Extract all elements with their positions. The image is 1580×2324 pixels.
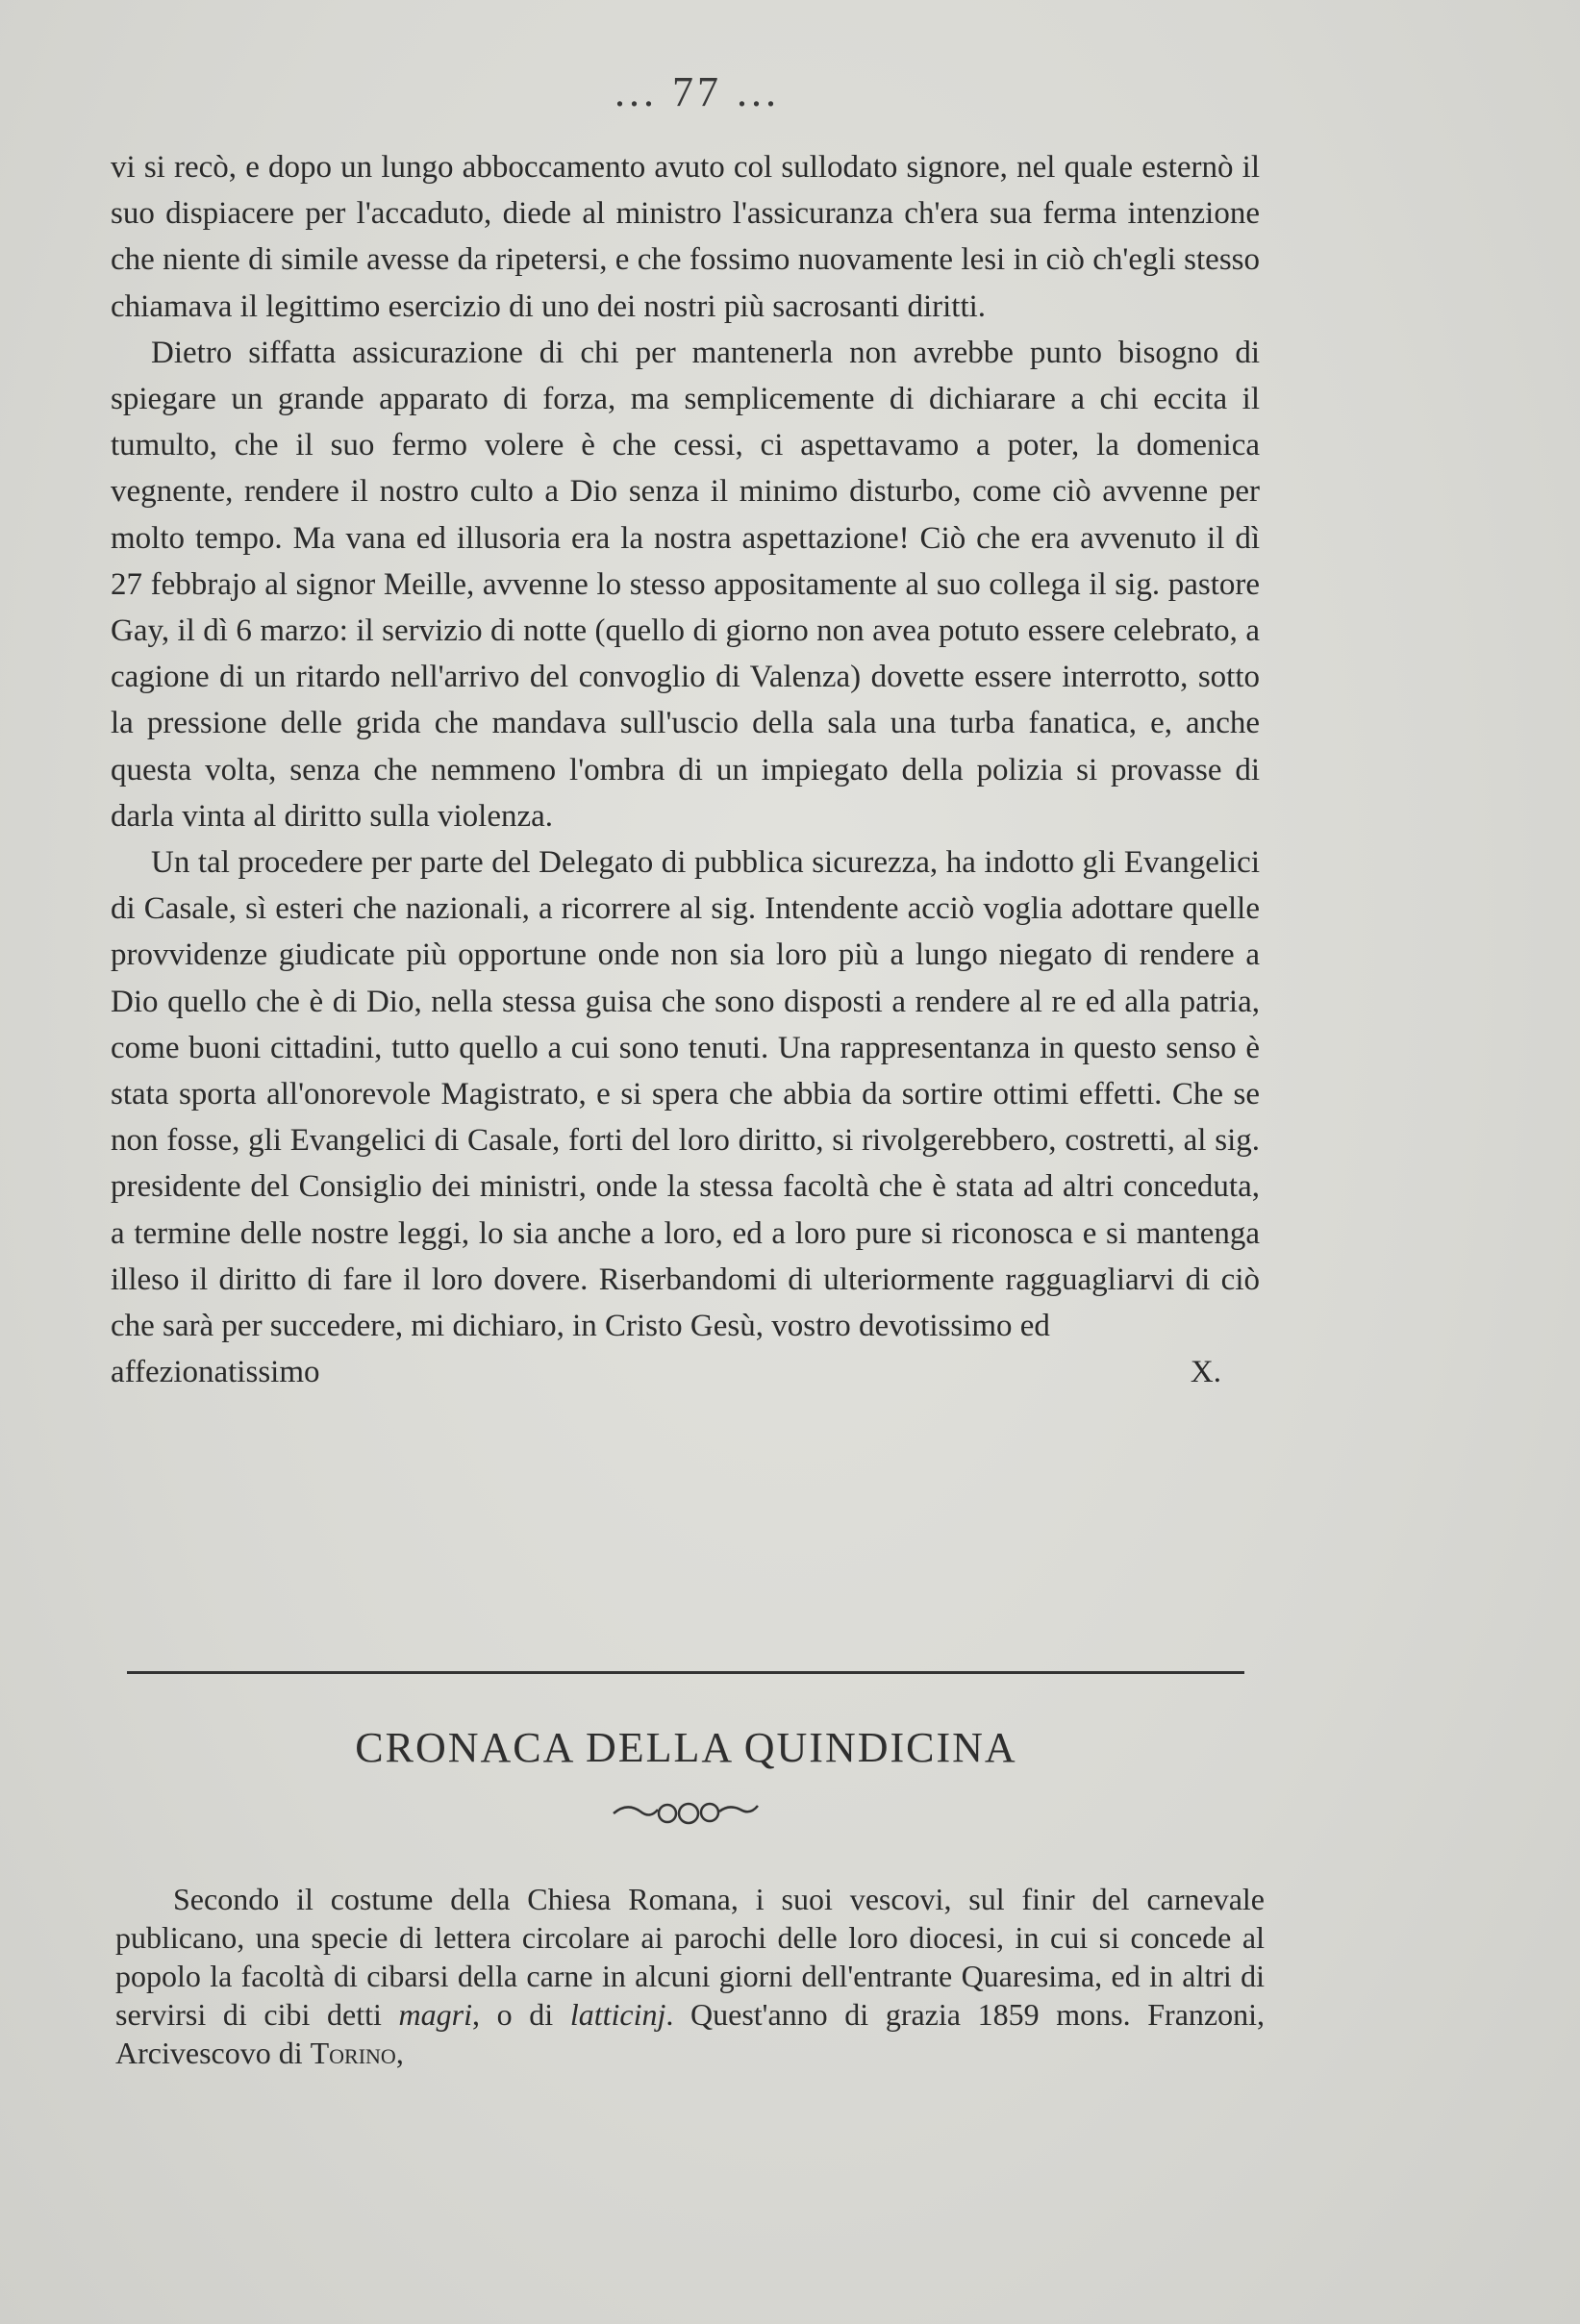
chronicle-city: Torino	[310, 2036, 396, 2070]
chronicle-text-2: , o di	[472, 1997, 570, 2032]
chronicle-body	[115, 1880, 1265, 2072]
letter-paragraph-1: vi si recò, e dopo un lungo abboccamento avuto col sullodato signore, nel quale esternò il suo dispiacere per l'accaduto, diede al ministro l'assicuranza ch'era sua ferma intenzione che niente di simile avesse da ripetersi, e che fossimo nuovamente lesi in ciò ch'egli stesso chiamava il legittimo esercizio di uno dei nostri più sacrosanti diritti.	[111, 150, 1260, 324]
letter-signature: X.	[1190, 1355, 1221, 1390]
chronicle-text-3: . Quest'anno di grazia 1859 mons. Franzoni, Arcivescovo di	[115, 1997, 1266, 2070]
letter-closing: affezionatissimo	[111, 1355, 320, 1390]
page-number: ... 77 ...	[614, 68, 780, 115]
letter-paragraph-3: Un tal procedere per parte del Delegato di pubblica sicurezza, ha indotto gli Evangelici di Casale, sì esteri che nazionali, a ricorrere al sig. Intendente acciò voglia adottare quelle provvidenze giudicate più opportune onde non sia loro più a lungo niegato di rendere a Dio quello che è di Dio, nella stessa guisa che sono disposti a rendere al re ed alla patria, come buoni cittadini, tutto quello a cui sono tenuti. Una rappresentanza in questo senso è stata sporta all'onorevole Magistrato, e si spera che abbia da sortire ottimi effetti. Che se non fosse, gli Evangelici di Casale, forti del loro diritto, si rivolgerebbero, costretti, al sig. presidente del Consiglio dei ministri, onde la stessa facoltà che è stata ad altri conceduta, a termine delle nostre leggi, lo sia anche a loro, ed a loro pure si riconosca e si mantenga illeso il diritto di fare il loro dovere. Riserbandomi di ulteriormente ragguagliarvi di ciò che sarà per succedere, mi dichiaro, in Cristo Gesù, vostro devotissimo ed	[111, 845, 1260, 1344]
letter-body	[111, 144, 1260, 1395]
chronicle-italic-1: magri	[398, 1997, 472, 2032]
chronicle-text-1: Secondo il costume della Chiesa Romana, i suoi vescovi, sul finir del carnevale publicano, una specie di lettera circolare ai parochi delle loro diocesi, in cui si concede al popolo la facoltà di cibarsi della carne in alcuni giorni dell'entrante Quaresima, ed in altri di servirsi di cibi detti	[115, 1882, 1265, 2032]
chronicle-trailing: ,	[395, 2036, 404, 2070]
chronicle-paragraph	[115, 1880, 1265, 2072]
ornament-flourish-icon	[608, 1796, 762, 1829]
section-title: CRONACA DELLA QUINDICINA	[355, 1724, 1017, 1771]
letter-paragraph-2: Dietro siffatta assicurazione di chi per mantenerla non avrebbe punto bisogno di spiegare un grande apparato di forza, ma semplicemente di dichiarare a chi eccita il tumulto, che il suo fermo volere è che cessi, ci aspettavamo a poter, la domenica vegnente, rendere il nostro culto a Dio senza il minimo disturbo, come ciò avvenne per molto tempo. Ma vana ed illusoria era la nostra aspettazione! Ciò che era avvenuto il dì 27 febbrajo al signor Meille, avvenne lo stesso appositamente al suo collega il sig. pastore Gay, il dì 6 marzo: il servizio di notte (quello di giorno non avea potuto essere celebrato, a cagione di un ritardo nell'arrivo del convoglio di Valenza) dovette essere interrotto, sotto la pressione delle grida che mandava sull'uscio della sala una turba fanatica, e, anche questa volta, senza che nemmeno l'ombra di un impiegato della polizia si provasse di darla vinta al diritto sulla violenza.	[111, 335, 1260, 834]
letter-closing-line	[111, 1349, 1260, 1395]
section-divider	[127, 1671, 1244, 1674]
chronicle-italic-2: latticinj	[569, 1997, 666, 2032]
